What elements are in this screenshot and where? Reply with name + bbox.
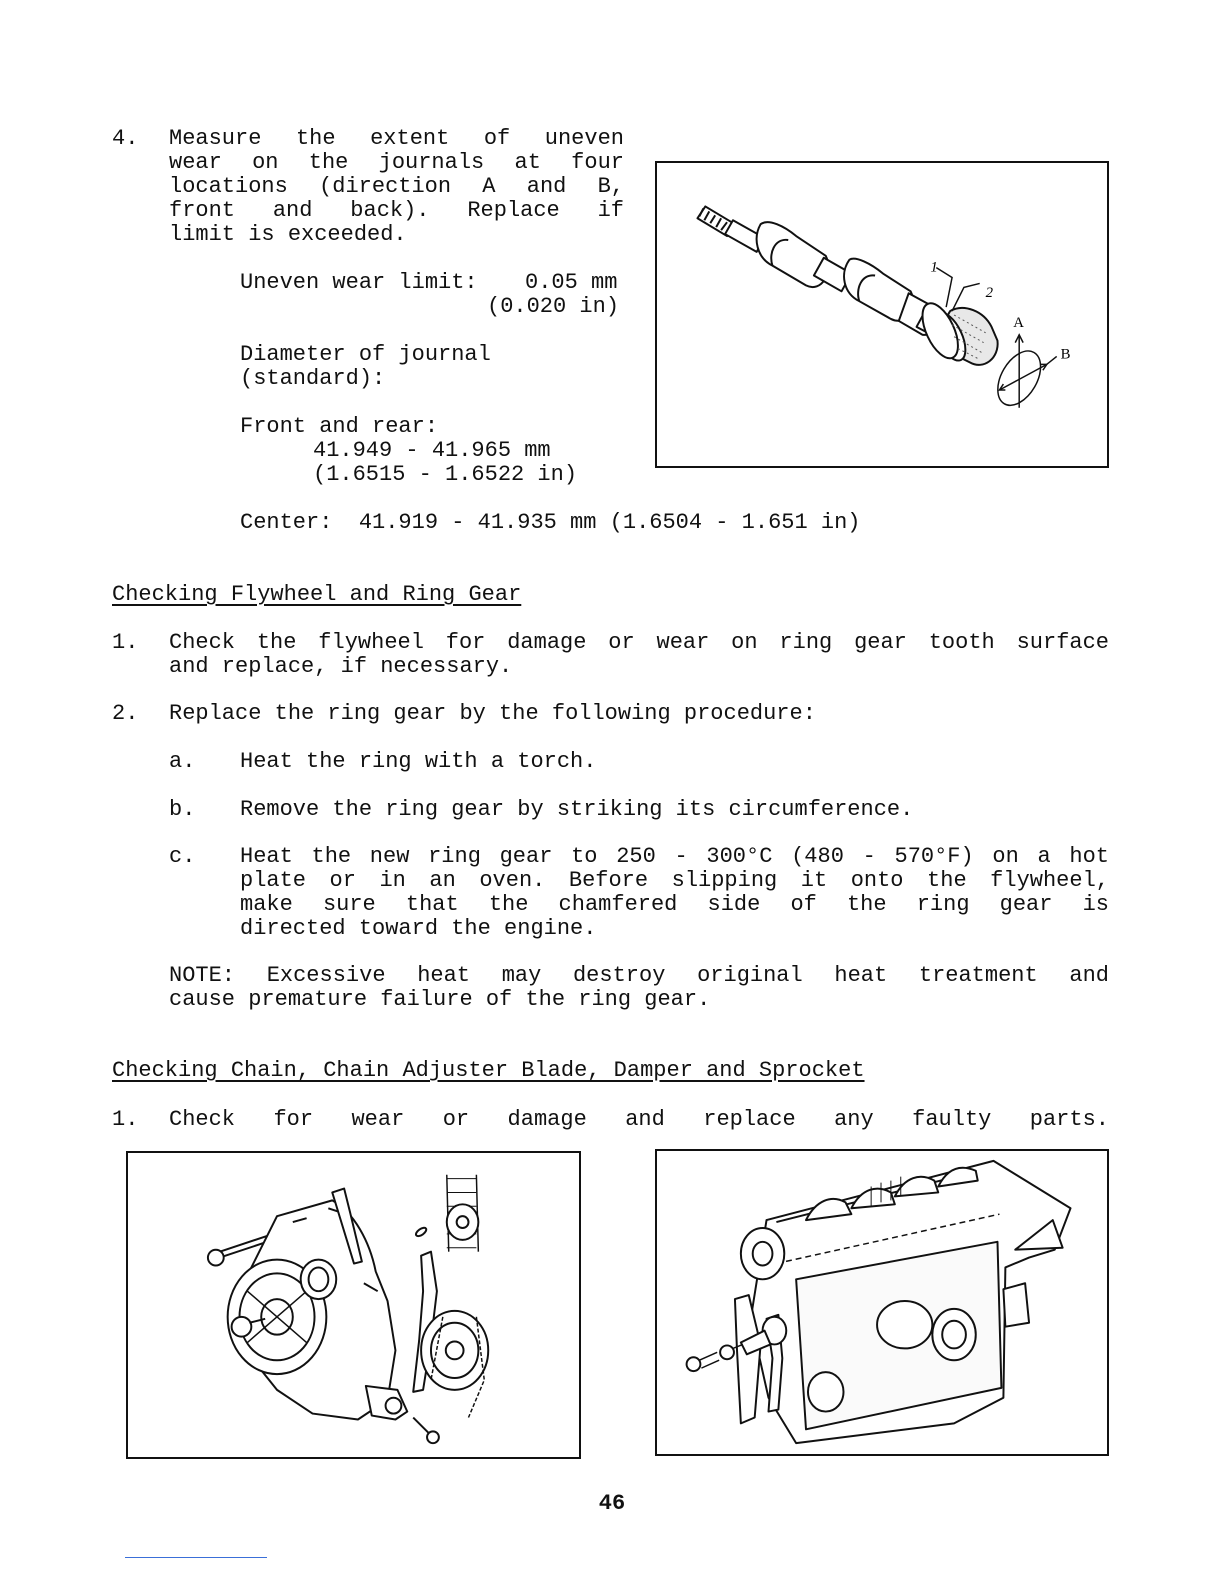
engine-block-illustration (657, 1151, 1107, 1454)
step-4-number: 4. (112, 126, 139, 151)
flywheel-item-1-line-2: and replace, if necessary. (169, 654, 513, 679)
chain-item-1-text: Check for wear or damage and replace any faulty parts. (169, 1107, 1109, 1132)
journal-diameter-standard: (standard): (240, 366, 386, 391)
note-line-1: NOTE: Excessive heat may destroy original heat treatment and (169, 963, 1109, 988)
flywheel-section-heading: Checking Flywheel and Ring Gear (112, 582, 522, 607)
camshaft-journal-icon (915, 298, 997, 365)
chain-section-heading: Checking Chain, Chain Adjuster Blade, Damper and Sprocket (112, 1058, 865, 1083)
substep-c-line-2: plate or in an oven. Before slipping it onto the flywheel, (240, 868, 1109, 893)
timing-cover-illustration (128, 1153, 579, 1457)
direction-diagram-icon (989, 335, 1057, 413)
front-rear-label: Front and rear: (240, 414, 439, 439)
substep-c-line-4: directed toward the engine. (240, 916, 597, 941)
substep-c-line-1: Heat the new ring gear to 250 - 300°C (480 - 570°F) on a hot (240, 844, 1109, 869)
substep-c-line-3: make sure that the chamfered side of the ring gear is (240, 892, 1109, 917)
label-1: 1 (930, 259, 938, 276)
step-4-line-1: Measure the extent of uneven (169, 126, 624, 151)
uneven-wear-label: Uneven wear limit: (240, 270, 478, 295)
step-4-line-5: limit is exceeded. (169, 222, 407, 247)
flywheel-item-1-line-1: Check the flywheel for damage or wear on ring gear tooth surface (169, 630, 1109, 655)
substep-b-letter: b. (169, 797, 196, 822)
substep-a-letter: a. (169, 749, 196, 774)
uneven-wear-in: (0.020 in) (487, 294, 620, 319)
camshaft-illustration (657, 163, 1107, 466)
center-diameter: Center: 41.919 - 41.935 mm (1.6504 - 1.651 in) (240, 510, 861, 535)
step-4-line-4: front and back). Replace if (169, 198, 624, 223)
step-4-line-2: wear on the journals at four (169, 150, 624, 175)
front-rear-in: (1.6515 - 1.6522 in) (313, 462, 578, 487)
timing-cover-figure (126, 1151, 581, 1459)
block-boss-icon (932, 1309, 975, 1360)
substep-c-letter: c. (169, 844, 196, 869)
flywheel-item-2-number: 2. (112, 701, 139, 726)
step-4-line-3: locations (direction A and B, (169, 174, 624, 199)
front-rear-mm: 41.949 - 41.965 mm (313, 438, 551, 463)
flywheel-item-1-number: 1. (112, 630, 139, 655)
journal-diameter-label: Diameter of journal (240, 342, 491, 367)
page-number: 46 (598, 1491, 626, 1516)
flywheel-item-2-text: Replace the ring gear by the following procedure: (169, 701, 816, 726)
uneven-wear-mm: 0.05 mm (525, 270, 618, 295)
label-A: A (1013, 314, 1024, 331)
footer-rule (125, 1557, 267, 1558)
chain-item-1-number: 1. (112, 1107, 139, 1132)
chain-tensioner-icon (366, 1386, 407, 1420)
label-2: 2 (985, 285, 994, 302)
engine-block-figure (655, 1149, 1109, 1456)
substep-a-text: Heat the ring with a torch. (240, 749, 597, 774)
cam-sprocket-icon (741, 1228, 784, 1279)
substep-b-text: Remove the ring gear by striking its circumference. (240, 797, 914, 822)
crankshaft-sprocket-icon (421, 1311, 488, 1418)
adjuster-bolt-icon (687, 1344, 743, 1371)
camshaft-sprocket-icon (447, 1175, 479, 1252)
note-line-2: cause premature failure of the ring gear. (169, 987, 711, 1012)
label-B: B (1060, 346, 1071, 363)
camshaft-journal-figure (655, 161, 1109, 468)
